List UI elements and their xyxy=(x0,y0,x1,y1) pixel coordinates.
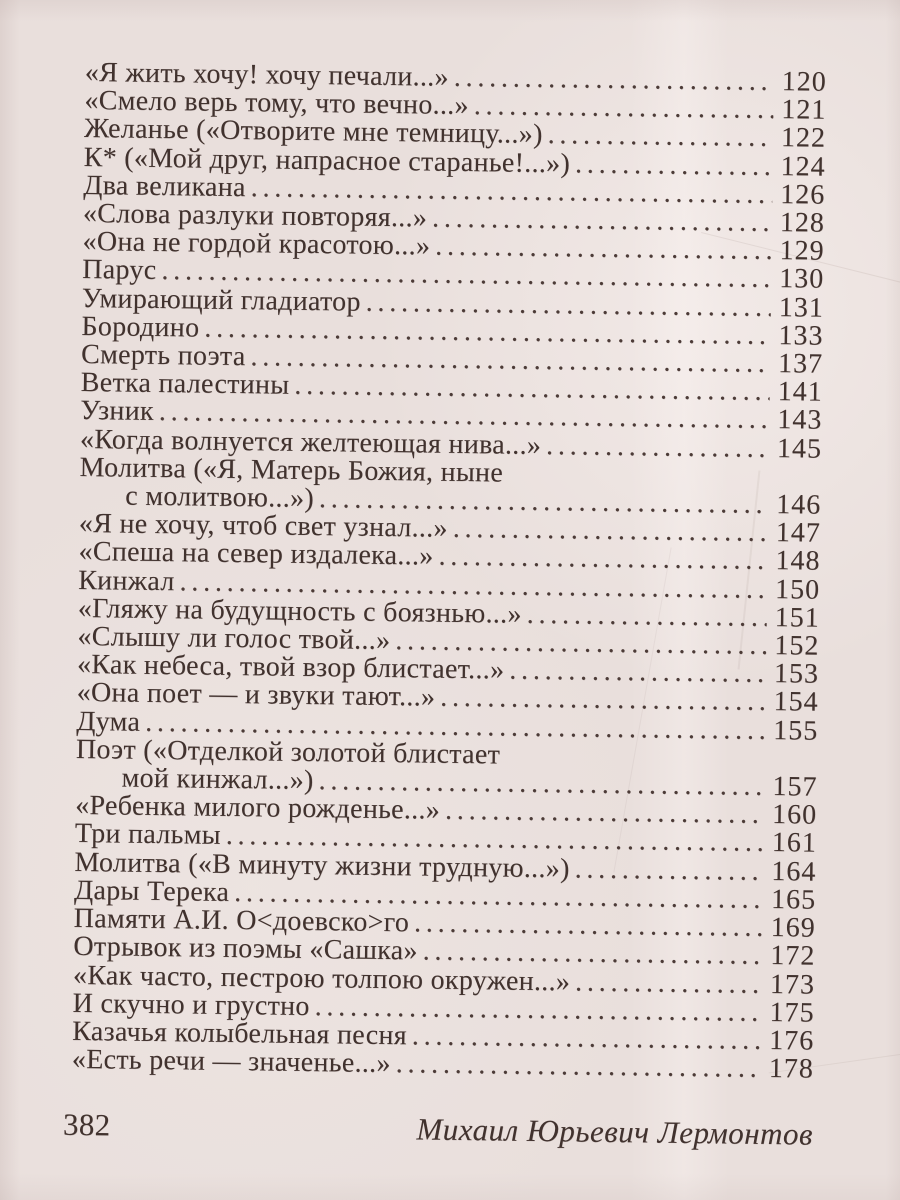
toc-entry-page-number: 131 xyxy=(778,291,825,324)
toc-entry-title: «Есть речи — значенье...» xyxy=(71,1044,391,1080)
toc-entry-page-number: 150 xyxy=(774,573,821,606)
toc-entry-title: с молитвою...») xyxy=(125,480,315,515)
toc-entry-page-number: 164 xyxy=(771,855,817,888)
toc-entry-page-number: 152 xyxy=(774,630,820,662)
toc-entry-title: Казачья колыбельная песня xyxy=(72,1015,408,1052)
dot-leader xyxy=(570,150,773,181)
toc-entry-title: Отрывок из поэмы «Сашка» xyxy=(73,931,418,967)
dot-leader xyxy=(433,543,767,576)
toc-entry-title: «Ребенка милого рожденье...» xyxy=(75,790,441,826)
toc-entry-title: Дума xyxy=(76,705,141,738)
toc-entry-title: Два великана xyxy=(83,169,246,203)
toc-entry-title: Молитва («Я, Матерь Божия, ныне xyxy=(79,451,504,489)
toc-entry-page-number: 143 xyxy=(777,404,823,437)
dot-leader xyxy=(570,968,762,999)
toc-entry-page-number: 161 xyxy=(771,827,817,860)
dot-leader xyxy=(541,432,769,463)
toc-entry-page-number: 169 xyxy=(770,912,816,944)
toc-entry-title: «Как небеса, твой взор блистает...» xyxy=(76,649,505,686)
toc-entry-title: Смерть поэта xyxy=(80,339,246,373)
toc-entry-title: «Она поет — и звуки тают...» xyxy=(76,677,436,714)
toc-entry-page-number: 173 xyxy=(769,968,816,1001)
toc-entry-title: Ветка палестины xyxy=(80,367,290,401)
toc-entry-page-number: 120 xyxy=(781,66,827,98)
toc-entry-title: Поэт («Отделкой золотой блистает xyxy=(75,733,501,771)
toc-entry-page-number: 128 xyxy=(779,207,826,239)
toc-entry-page-number: 148 xyxy=(775,545,821,578)
toc-entry-page-number: 175 xyxy=(769,996,815,1029)
dot-leader xyxy=(430,233,772,266)
dot-leader xyxy=(427,205,772,238)
toc-entry-title: К* («Мой друг, напрасное старанье!...») xyxy=(83,141,571,179)
dot-leader xyxy=(448,515,768,547)
dot-leader xyxy=(391,1050,761,1083)
toc-entry-title: Умирающий гладиатор xyxy=(81,282,361,318)
toc-entry-title: Кинжал xyxy=(77,564,175,597)
dot-leader xyxy=(522,601,767,632)
toc-entry-page-number: 137 xyxy=(777,348,824,380)
toc-entry-title: Три пальмы xyxy=(74,818,221,852)
toc-entry-page-number: 155 xyxy=(773,714,819,747)
toc-entry-title: «Я жить хочу! хочу печали...» xyxy=(84,57,450,93)
toc-entry-title: «Смело верь тому, что вечно...» xyxy=(84,85,470,122)
toc-entry-title: «Слова разлуки повторяя...» xyxy=(82,198,428,234)
toc-entry-page-number: 129 xyxy=(779,235,825,267)
toc-entry-page-number: 154 xyxy=(773,686,819,719)
dot-leader xyxy=(440,797,764,829)
toc-entry-title: И скучно и грустно xyxy=(72,987,310,1022)
toc-entry-page-number: 122 xyxy=(780,122,827,155)
toc-entry-page-number: 157 xyxy=(772,771,818,803)
toc-entry-page-number: 145 xyxy=(776,432,823,465)
toc-entry-page-number: 172 xyxy=(770,940,816,972)
toc-entry-page-number: 176 xyxy=(769,1024,815,1057)
toc-entry-title: мой кинжал...») xyxy=(121,762,314,797)
dot-leader xyxy=(504,657,766,689)
toc-entry-title: Парус xyxy=(82,254,157,287)
running-title-author: Михаил Юрьевич Лермонтов xyxy=(416,1111,814,1152)
toc-entry-page-number: 124 xyxy=(780,150,826,183)
toc-entry-page-number: 153 xyxy=(773,658,820,690)
toc-entry-page-number: 165 xyxy=(770,883,817,916)
toc-entry-title: Узник xyxy=(80,395,155,428)
toc-entry-title: «Спеша на север издалека...» xyxy=(78,536,434,573)
toc-entry-page-number: 146 xyxy=(776,489,822,521)
dot-leader xyxy=(542,121,773,152)
toc-entry-title: Дары Терека xyxy=(73,874,230,908)
toc-entry-title: «Я не хочу, чтоб свет узнал...» xyxy=(78,508,449,545)
toc-entry-title: «Слышу ли голос твой...» xyxy=(77,621,391,657)
toc-entry-page-number: 147 xyxy=(775,517,822,549)
toc-entry-page-number: 126 xyxy=(780,178,826,211)
dot-leader xyxy=(569,855,763,886)
toc-entry-page-number: 160 xyxy=(771,799,818,831)
toc-entry-title: «Она не гордой красотою...» xyxy=(82,226,431,262)
toc-entry-page-number: 130 xyxy=(778,263,825,296)
toc-list xyxy=(62,57,827,1179)
toc-entry-page-number: 121 xyxy=(781,94,827,126)
dot-leader xyxy=(435,684,766,717)
page-footer xyxy=(63,1108,813,1152)
toc-entry-title: Молитва («В минуту жизни трудную...») xyxy=(74,846,570,885)
toc-entry-page-number: 141 xyxy=(777,376,823,408)
toc-entry-title: Желанье («Отворите мне темницу...») xyxy=(83,113,543,151)
toc-entry-page-number: 151 xyxy=(774,601,820,634)
toc-entry-title: «Гляжу на будущность с боязнью...» xyxy=(77,592,522,630)
toc-entry-title: Бородино xyxy=(81,310,200,344)
toc-entry-title: «Когда волнуется желтеющая нива...» xyxy=(79,423,542,461)
toc-entry-title: «Как часто, пестрою толпою окружен...» xyxy=(72,959,571,997)
toc-entry-title: Памяти А.И. О<доевско>го xyxy=(73,903,410,939)
folio-page-number: 382 xyxy=(62,1106,111,1143)
toc-entry-page-number: 133 xyxy=(778,319,824,352)
dot-leader xyxy=(449,64,774,96)
toc-entry-page-number: 178 xyxy=(768,1053,815,1085)
